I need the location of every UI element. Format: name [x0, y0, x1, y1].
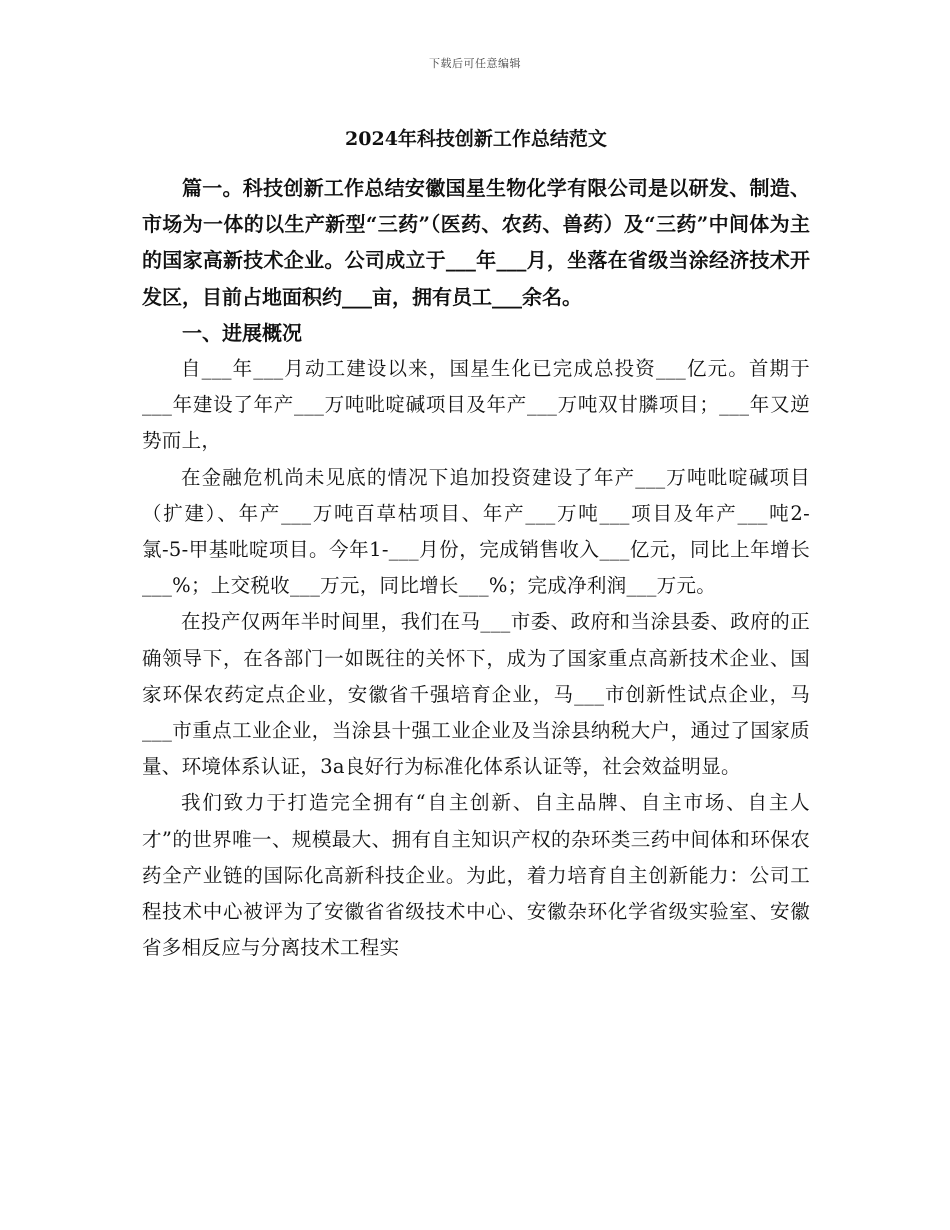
body-paragraph-1: 自___年___月动工建设以来，国星生化已完成总投资___亿元。首期于___年建设了年产___万吨吡啶碱项目及年产___万吨双甘膦项目；___年又逆势而上，	[142, 357, 810, 453]
section-heading: 一、进展概况	[182, 320, 302, 345]
body-paragraph-3: 在投产仅两年半时间里，我们在马___市委、政府和当涂县委、政府的正确领导下，在各部门一如既往的关怀下，成为了国家重点高新技术企业、国家环保农药定点企业，安徽省千强培育企业，马___市创新性试点企业，马___市重点工业企业，当涂县十强工业企业及当涂县纳税大户，通过了国家质量、环境体系认证，3a良好行为标准化体系认证等，社会效益明显。	[142, 610, 810, 779]
page-header-note: 下载后可任意编辑	[429, 57, 521, 70]
document-title: 2024年科技创新工作总结范文	[345, 128, 607, 150]
body-paragraph-2: 在金融危机尚未见底的情况下追加投资建设了年产___万吨吡啶碱项目（扩建）、年产___万吨百草枯项目、年产___万吨___项目及年产___吨2-氯-5-甲基吡啶项目。今年1-___月份，完成销售收入___亿元，同比上年增长___%；上交税收___万元，同比增长___%；完成净利润___万元。	[142, 465, 810, 598]
lead-paragraph: 篇一。科技创新工作总结安徽国星生物化学有限公司是以研发、制造、市场为一体的以生产新型“三药”（医药、农药、兽药）及“三药”中间体为主的国家高新技术企业。公司成立于___年___月，坐落在省级当涂经济技术开发区，目前占地面积约___亩，拥有员工___余名。	[142, 176, 810, 309]
document-body	[142, 118, 810, 966]
body-paragraph-4: 我们致力于打造完全拥有“自主创新、自主品牌、自主市场、自主人才”的世界唯一、规模最大、拥有自主知识产权的杂环类三药中间体和环保农药全产业链的国际化高新科技企业。为此，着力培育自主创新能力：公司工程技术中心被评为了安徽省省级技术中心、安徽杂环化学省级实验室、安徽省多相反应与分离技术工程实	[142, 791, 810, 960]
